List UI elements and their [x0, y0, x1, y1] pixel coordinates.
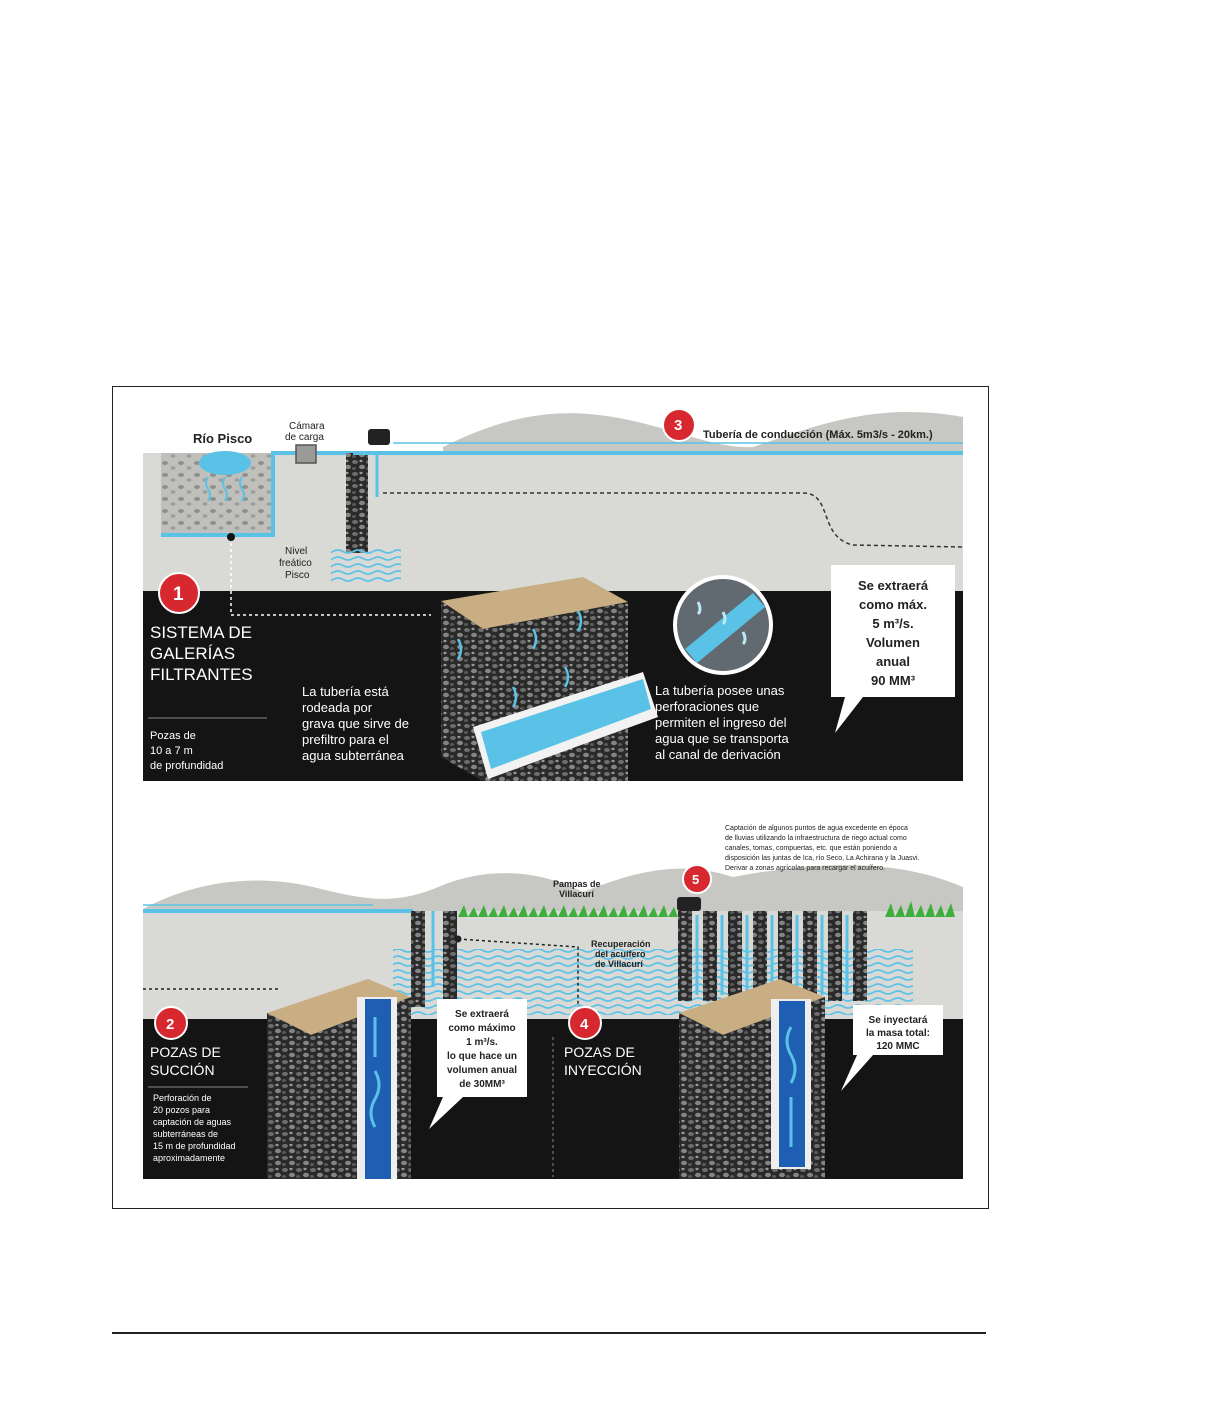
label-nivel-3: Pisco — [285, 570, 310, 581]
label-grava-5: agua subterránea — [302, 748, 404, 763]
perforacion-4: subterráneas de — [153, 1129, 219, 1139]
marker-4-number: 4 — [580, 1016, 589, 1033]
marker-3-number: 3 — [674, 417, 683, 434]
note-line-2: de lluvias utilizando la infraestructura de riego actual como — [725, 835, 907, 842]
top-panel — [143, 409, 963, 781]
injection-block — [679, 979, 825, 1179]
marker-5-number: 5 — [692, 872, 700, 887]
label-camara-1: Cámara — [289, 421, 325, 432]
perforacion-1: Perforación de — [153, 1093, 212, 1103]
label-recuperacion-2: del acuífero — [595, 949, 646, 959]
bubble-iny-1: Se inyectará — [868, 1015, 928, 1026]
infographic-svg — [113, 387, 990, 1210]
perforacion-5: 15 m de profundidad — [153, 1141, 236, 1151]
label-pozas-1: Pozas de — [150, 730, 196, 742]
label-nivel-2: freático — [279, 558, 312, 569]
suction-well-1 — [411, 911, 425, 1007]
bubble-succ-3: 1 m³/s. — [466, 1037, 498, 1048]
bubble-succ-2: como máximo — [448, 1023, 516, 1034]
note-line-5: Derivar a zonas agrícolas para recargar el acuífero. — [725, 865, 885, 872]
label-perforaciones-3: permiten el ingreso del — [655, 715, 787, 730]
bubble-iny-2: la masa total: — [866, 1028, 930, 1039]
label-pampas-2: Villacurí — [559, 889, 594, 899]
pumping-well — [346, 453, 368, 553]
title-succion-2: SUCCIÓN — [150, 1062, 215, 1078]
injection-pump-icon — [677, 897, 701, 911]
title-galerias-1: SISTEMA DE — [150, 623, 253, 642]
infographic-figure — [112, 386, 989, 1209]
title-inyeccion-2: INYECCIÓN — [564, 1062, 642, 1078]
label-pozas-3: de profundidad — [150, 760, 224, 772]
connector-dot — [227, 533, 235, 541]
perforacion-6: aproximadamente — [153, 1153, 226, 1163]
label-perforaciones-5: al canal de derivación — [655, 747, 781, 762]
label-pozas-2: 10 a 7 m — [150, 745, 193, 757]
gravel-block — [441, 577, 658, 781]
note-line-4: disposición las juntas de Ica, río Seco, La Achirana y la Juasvi. — [725, 855, 920, 862]
bottom-panel — [143, 825, 963, 1179]
title-inyeccion-1: POZAS DE — [564, 1044, 635, 1060]
recovery-dot — [455, 936, 462, 943]
label-grava-3: grava que sirve de — [302, 716, 409, 731]
bubble-succ-4: lo que hace un — [446, 1051, 518, 1062]
water-table-pisco — [331, 547, 401, 583]
bubble-top-4: Volumen — [866, 635, 920, 650]
footer-rule — [112, 1332, 986, 1334]
captacion-note — [725, 825, 920, 872]
pump-icon — [368, 429, 390, 445]
label-recuperacion-1: Recuperación — [591, 939, 651, 949]
bubble-succ-6: de 30MM³ — [459, 1079, 505, 1090]
bubble-top-6: 90 MM³ — [870, 673, 916, 688]
bubble-succ-5: volumen anual — [446, 1065, 518, 1076]
label-perforaciones-4: agua que se transporta — [655, 731, 789, 746]
label-rio-pisco: Río Pisco — [193, 431, 253, 446]
label-grava-1: La tubería está — [302, 684, 389, 699]
label-tuberia-conduccion: Tubería de conducción (Máx. 5m3/s - 20km.) — [703, 429, 933, 441]
bubble-top-5: anual — [876, 654, 910, 669]
label-camara-2: de carga — [285, 432, 324, 443]
title-succion-1: POZAS DE — [150, 1044, 221, 1060]
bubble-succ-1: Se extraerá — [455, 1009, 509, 1020]
river-pisco — [199, 451, 251, 475]
note-line-3: canales, tomas, compuertas, etc. que están poniendo a — [725, 845, 897, 852]
suction-well-2 — [443, 911, 457, 1007]
bubble-top-2: como máx. — [859, 597, 927, 612]
title-galerias-2: GALERÍAS — [150, 644, 236, 663]
label-recuperacion-3: de Villacurí — [595, 959, 643, 969]
bubble-top-1: Se extraerá — [857, 578, 929, 593]
title-galerias-3: FILTRANTES — [150, 665, 253, 684]
bubble-top-3: 5 m³/s. — [872, 616, 914, 631]
label-perforaciones-2: perforaciones que — [655, 699, 760, 714]
perforacion-3: captación de aguas — [153, 1117, 232, 1127]
perforacion-2: 20 pozos para — [153, 1105, 211, 1115]
note-line-1: Captación de algunos puntos de agua excedente en época — [725, 825, 908, 832]
label-nivel-1: Nivel — [285, 546, 308, 557]
camara-de-carga — [296, 445, 316, 463]
label-grava-4: prefiltro para el — [302, 732, 389, 747]
bubble-iny-3: 120 MMC — [876, 1041, 920, 1052]
marker-2-number: 2 — [166, 1016, 175, 1033]
marker-1-number: 1 — [173, 584, 184, 605]
suction-block — [267, 979, 411, 1179]
label-perforaciones-1: La tubería posee unas — [655, 683, 785, 698]
label-pampas-1: Pampas de — [553, 879, 601, 889]
label-grava-2: rodeada por — [302, 700, 373, 715]
